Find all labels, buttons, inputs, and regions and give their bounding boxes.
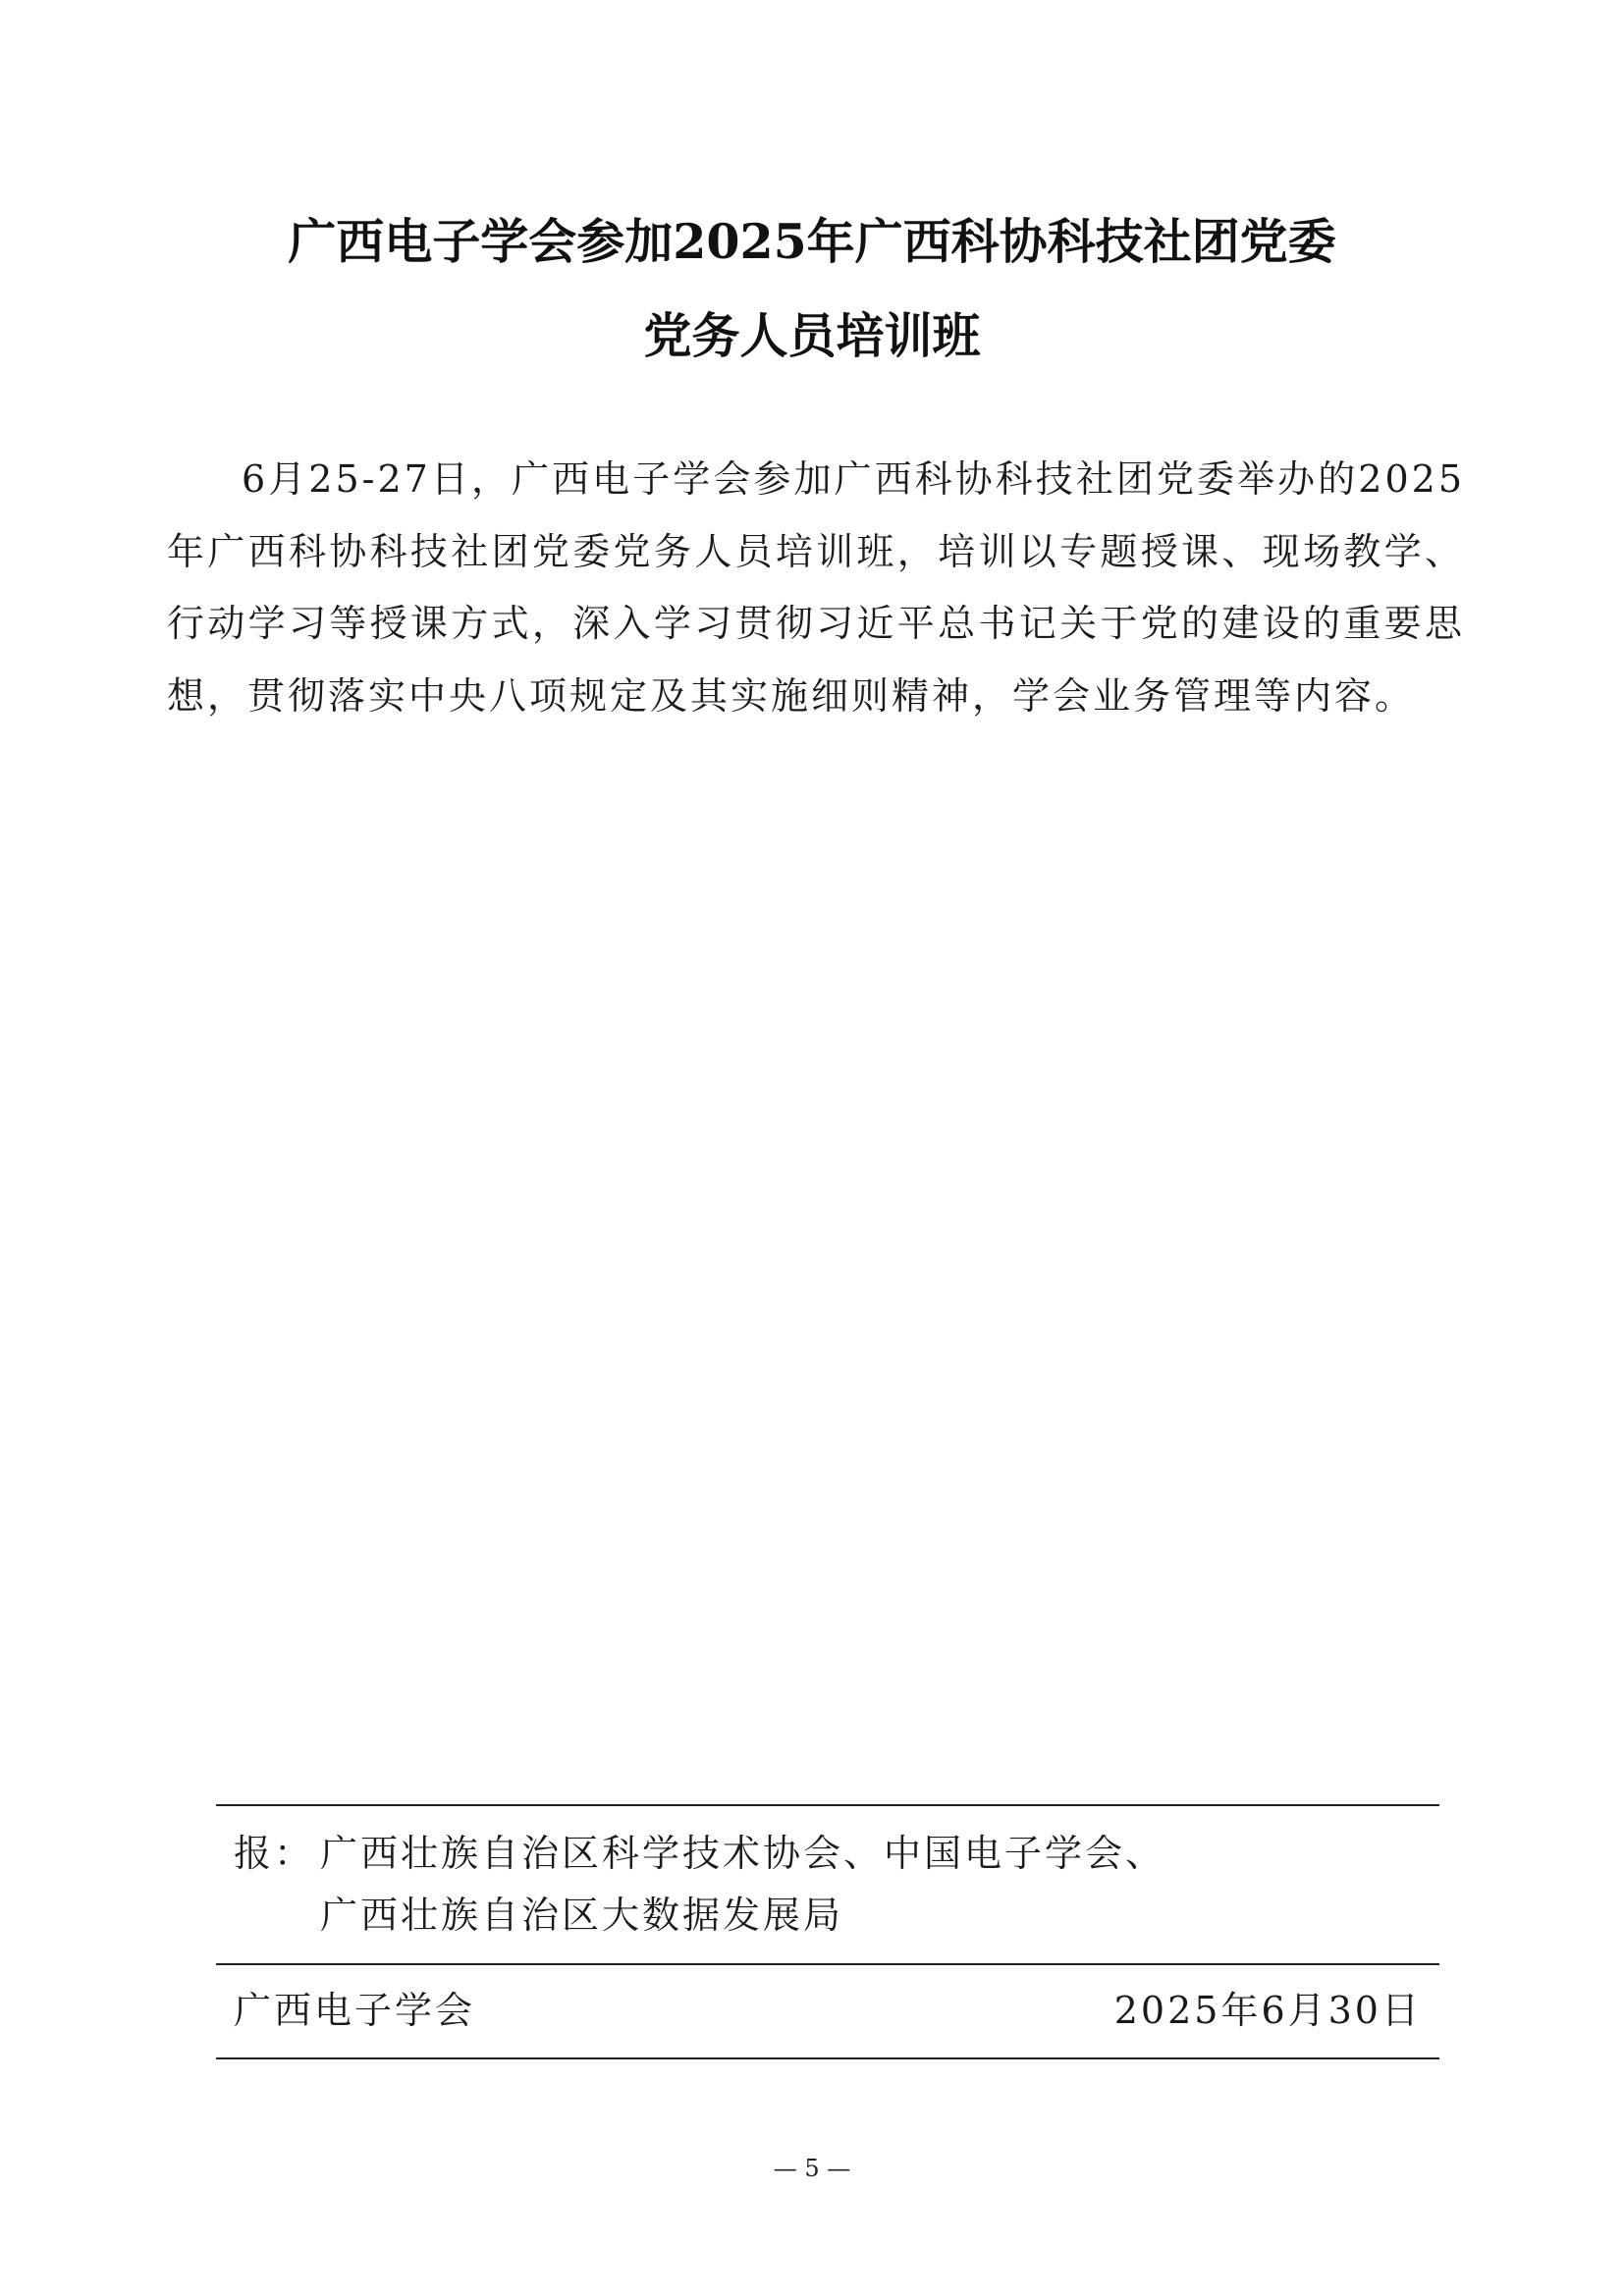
body-paragraph: 6月25-27日，广西电子学会参加广西科协科技社团党委举办的2025年广西科协科技社团党委党务人员培训班，培训以专题授课、现场教学、行动学习等授课方式，深入学习贯彻习近平总书记关于党的建设的重要思想，贯彻落实中央八项规定及其实施细则精神，学会业务管理等内容。: [167, 457, 1465, 718]
divider-top: [216, 1804, 1439, 1806]
divider-bottom: [216, 2057, 1439, 2059]
divider-middle: [216, 1963, 1439, 1965]
report-to-block: [234, 1823, 1412, 1947]
report-label: 报：: [234, 1832, 315, 1875]
issuer-date-row: [234, 1979, 1422, 2042]
issue-date: 2025年6月30日: [1113, 1989, 1422, 2032]
title-line-2: 党务人员培训班: [643, 307, 981, 364]
report-recipients-line-1: 广西壮族自治区科学技术协会、中国电子学会、: [320, 1832, 1166, 1875]
document-title: [0, 194, 1624, 383]
issuer-name: 广西电子学会: [234, 1989, 476, 2032]
title-line-1: 广西电子学会参加2025年广西科协科技社团党委: [288, 213, 1336, 270]
page-number: — 5 —: [773, 2155, 851, 2182]
report-recipients-line-2: 广西壮族自治区大数据发展局: [320, 1894, 844, 1937]
